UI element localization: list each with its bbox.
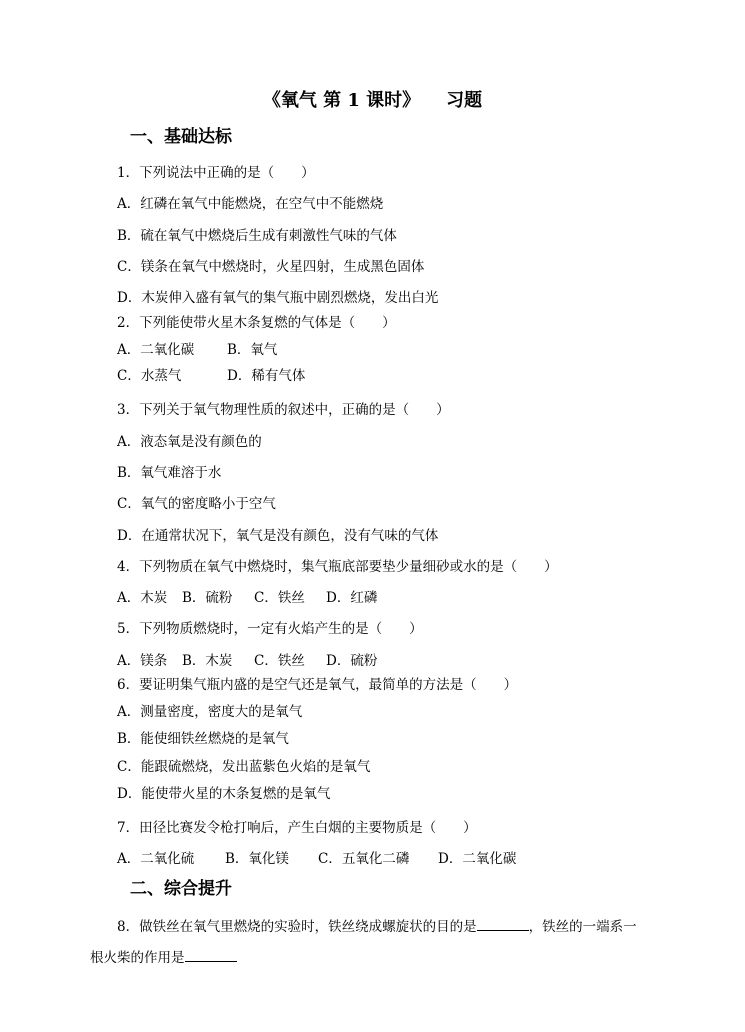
question-7: 7．田径比赛发令枪打响后，产生白烟的主要物质是（ ） [117,820,477,836]
question-8-line1 [117,915,637,935]
q3-option-b: B．氧气难溶于水 [117,465,222,481]
q4-option-d: D．红磷 [326,590,378,606]
q3-option-c: C．氧气的密度略小于空气 [117,496,276,512]
question-2: 2．下列能使带火星木条复燃的气体是（ ） [117,315,396,331]
q6-option-a: A．测量密度，密度大的是氧气 [117,704,303,720]
question-4: 4．下列物质在氧气中燃烧时，集气瓶底部要垫少量细砂或水的是（ ） [117,559,558,575]
q7-option-a: A．二氧化硫 [117,851,195,867]
q2-options-row1 [117,338,277,358]
q8-text-part1: 8．做铁丝在氧气里燃烧的实验时，铁丝绕成螺旋状的目的是 [117,919,477,935]
question-1: 1．下列说法中正确的是（ ） [117,165,315,181]
q8-text-part2: ，铁丝的一端系一 [528,919,637,935]
question-6: 6．要证明集气瓶内盛的是空气还是氧气，最简单的方法是（ ） [117,677,518,693]
q6-option-d: D．能使带火星的木条复燃的是氧气 [117,786,331,802]
question-8-line2 [90,946,237,966]
q1-option-c: C．镁条在氧气中燃烧时，火星四射，生成黑色固体 [117,259,425,275]
q1-option-b: B．硫在氧气中燃烧后生成有刺激性气味的气体 [117,228,397,244]
q2-option-a: A．二氧化碳 [117,342,195,358]
title-sub: 习题 [446,90,483,111]
q5-option-b: B．木炭 [182,653,233,669]
q2-option-b: B．氧气 [227,342,278,358]
q1-option-a: A．红磷在氧气中能燃烧，在空气中不能燃烧 [117,196,384,212]
q4-options [117,586,377,606]
q7-option-d: D．二氧化碳 [438,851,517,867]
q2-option-c: C．水蒸气 [117,368,182,384]
section-basic: 一、基础达标 [130,127,232,147]
q3-option-a: A．液态氧是没有颜色的 [117,434,262,450]
page-title [0,86,745,112]
q4-option-c: C．铁丝 [254,590,305,606]
q4-option-a: A．木炭 [117,590,168,606]
q8-text-part3: 根火柴的作用是 [90,950,185,966]
section-advanced: 二、综合提升 [130,879,232,899]
q6-option-b: B．能使细铁丝燃烧的是氧气 [117,731,289,747]
q7-option-b: B．氧化镁 [225,851,289,867]
title-main: 《氧气 第 1 课时》 [262,90,421,111]
q8-answer-blank-1 [477,918,529,931]
q4-option-b: B．硫粉 [182,590,233,606]
q5-option-a: A．镁条 [117,653,168,669]
q2-option-d: D．稀有气体 [227,368,306,384]
q1-option-d: D．木炭伸入盛有氧气的集气瓶中剧烈燃烧，发出白光 [117,290,439,306]
q7-option-c: C．五氧化二磷 [318,851,410,867]
q5-option-d: D．硫粉 [326,653,378,669]
q5-option-c: C．铁丝 [254,653,305,669]
q3-option-d: D．在通常状况下，氧气是没有颜色，没有气味的气体 [117,528,439,544]
question-5: 5．下列物质燃烧时，一定有火焰产生的是（ ） [117,621,423,637]
q6-option-c: C．能跟硫燃烧，发出蓝紫色火焰的是氧气 [117,759,371,775]
q5-options [117,649,377,669]
q8-answer-blank-2 [185,949,237,962]
question-3: 3．下列关于氧气物理性质的叙述中，正确的是（ ） [117,402,450,418]
q2-options-row2 [117,364,305,384]
q7-options [117,847,516,867]
